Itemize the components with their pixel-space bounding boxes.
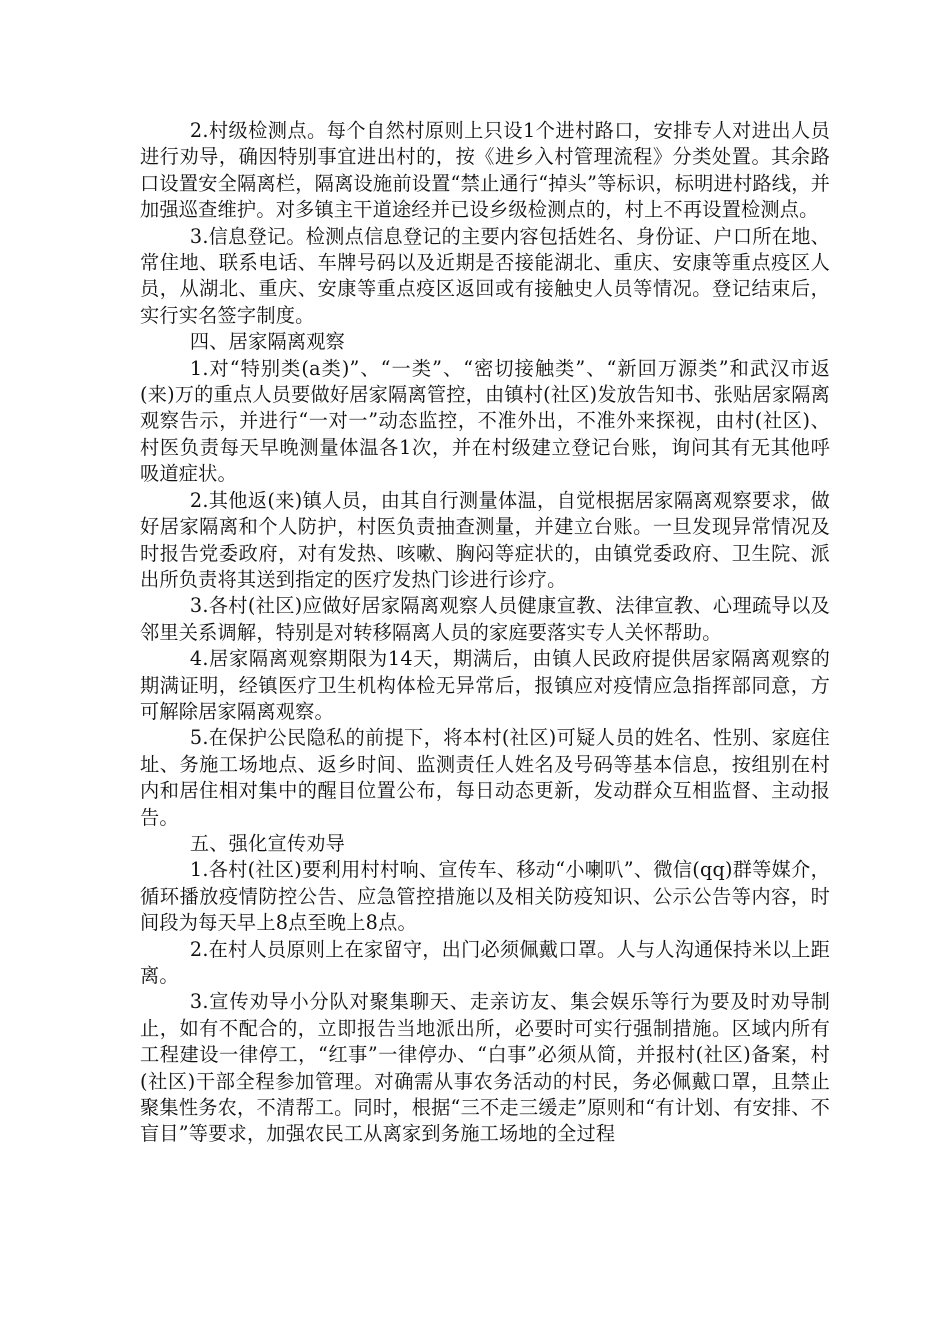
paragraph-home-isolation-5: 5.在保护公民隐私的前提下，将本村(社区)可疑人员的姓名、性别、家庭住址、务施工场地点、返乡时间、监测责任人姓名及号码等基本信息，按组别在村内和居住相对集中的醒目位置公布，每日动态更新，发动群众互相监督、主动报告。 xyxy=(140,726,830,829)
paragraph-home-isolation-1: 1.对“特别类(a类)”、“一类”、“密切接触类”、“新回万源类”和武汉市返(来)万的重点人员要做好居家隔离管控，由镇村(社区)发放告知书、张贴居家隔离观察告示，并进行“一对一”动态监控，不准外出，不准外来探视，由村(社区)、村医负责每天早晚测量体温各1次，并在村级建立登记台账，询问其有无其他呼吸道症状。 xyxy=(140,356,830,486)
paragraph-home-isolation-2: 2.其他返(来)镇人员，由其自行测量体温，自觉根据居家隔离观察要求，做好居家隔离和个人防护，村医负责抽查测量，并建立台账。一旦发现异常情况及时报告党委政府，对有发热、咳嗽、胸闷等症状的，由镇党委政府、卫生院、派出所负责将其送到指定的医疗发热门诊进行诊疗。 xyxy=(140,488,830,591)
paragraph-info-registration: 3.信息登记。检测点信息登记的主要内容包括姓名、身份证、户口所在地、常住地、联系电话、车牌号码以及近期是否接能湖北、重庆、安康等重点疫区人员，从湖北、重庆、安康等重点疫区返回或有接触史人员等情况。登记结束后，实行实名签字制度。 xyxy=(140,224,830,327)
paragraph-publicity-1: 1.各村(社区)要利用村村响、宣传车、移动“小喇叭”、微信(qq)群等媒介，循环播放疫情防控公告、应急管控措施以及相关防疫知识、公示公告等内容，时间段为每天早上8点至晚上8点。 xyxy=(140,858,830,935)
paragraph-home-isolation-4: 4.居家隔离观察期限为14天，期满后，由镇人民政府提供居家隔离观察的期满证明，经镇医疗卫生机构体检无异常后，报镇应对疫情应急指挥部同意，方可解除居家隔离观察。 xyxy=(140,647,830,723)
paragraph-home-isolation-3: 3.各村(社区)应做好居家隔离观察人员健康宣教、法律宣教、心理疏导以及邻里关系调解，特别是对转移隔离人员的家庭要落实专人关怀帮助。 xyxy=(140,594,830,644)
paragraph-publicity-2: 2.在村人员原则上在家留守，出门必须佩戴口罩。人与人沟通保持米以上距离。 xyxy=(140,937,830,987)
document-body xyxy=(140,118,830,1148)
paragraph-publicity-3: 3.宣传劝导小分队对聚集聊天、走亲访友、集会娱乐等行为要及时劝导制止，如有不配合的，立即报告当地派出所，必要时可实行强制措施。区域内所有工程建设一律停工，“红事”一律停办、“白事”必须从简，并报村(社区)备案，村(社区)干部全程参加管理。对确需从事农务活动的村民，务必佩戴口罩，且禁止聚集性务农，不清帮工。同时，根据“三不走三缓走”原则和“有计划、有安排、不盲目”等要求，加强农民工从离家到务施工场地的全过程 xyxy=(140,990,830,1146)
section-heading-publicity: 五、强化宣传劝导 xyxy=(189,831,346,855)
section-heading-home-isolation: 四、居家隔离观察 xyxy=(189,330,346,354)
paragraph-village-checkpoint: 2.村级检测点。每个自然村原则上只设1个进村路口，安排专人对进出人员进行劝导，确因特别事宜进出村的，按《进乡入村管理流程》分类处置。其余路口设置安全隔离栏，隔离设施前设置“禁止通行“掉头”等标识，标明进村路线，并加强巡查维护。对多镇主干道途经并已设乡级检测点的，村上不再设置检测点。 xyxy=(140,119,830,222)
